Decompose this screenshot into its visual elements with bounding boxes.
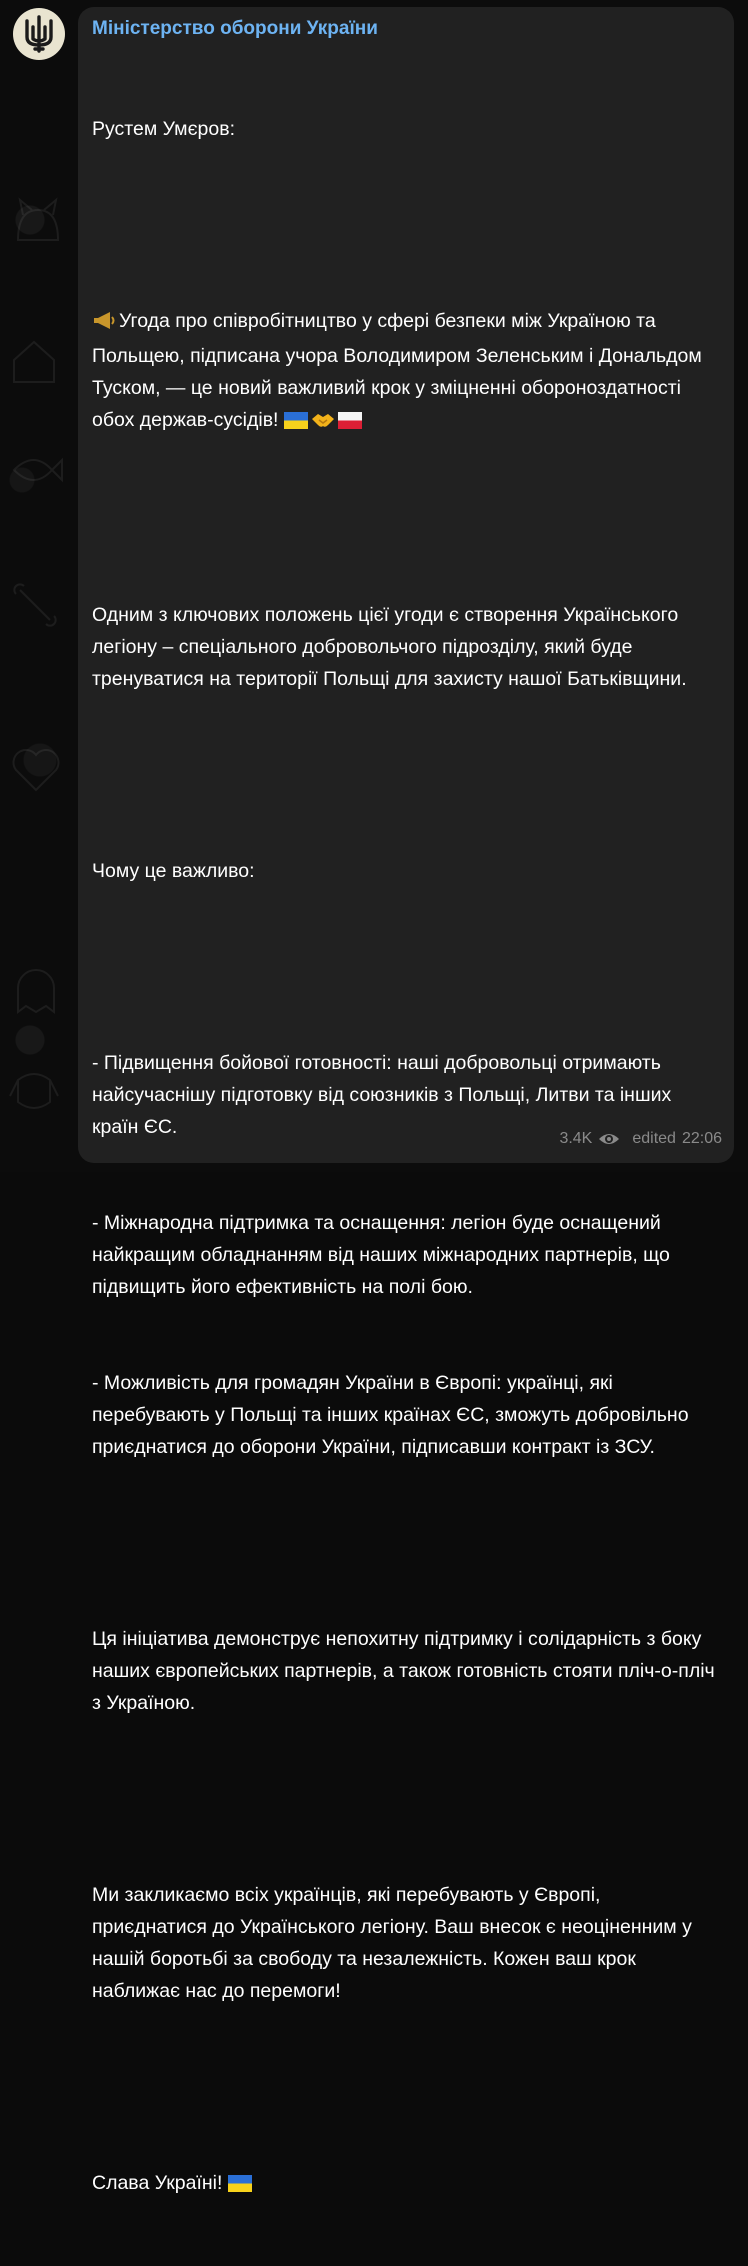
poland-flag-icon bbox=[338, 407, 362, 439]
megaphone-icon bbox=[92, 308, 116, 340]
message-paragraph-4: Ця ініціатива демонструє непохитну підтримку і солідарність з боку наших європейських партнерів, а також готовність стояти пліч-о-пліч з Україною. bbox=[92, 1628, 721, 1714]
message-paragraph-5: Ми закликаємо всіх українців, які перебувають у Європі, приєднатися до Українського легіону. Ваш внесок є неоціненним у нашій боротьбі за свободу та незалежність. Кожен ваш крок наближає нас до перемоги! bbox=[92, 1884, 698, 2002]
cat-doodle-icon bbox=[8, 190, 68, 250]
eye-icon bbox=[598, 1131, 620, 1147]
fish-doodle-icon bbox=[6, 440, 66, 500]
closing-text: Слава Україні! bbox=[92, 2172, 223, 2194]
bullet-item-1: - Підвищення бойової готовності: наші добровольці отримають найсучаснішу підготовку від союзників з Польщі, Литви та інших країн ЄС. bbox=[92, 1052, 677, 1138]
ghost-doodle-icon bbox=[6, 960, 66, 1020]
message-paragraph-2: Одним з ключових положень цієї угоди є створення Українського легіону – спеціального добровольчого підрозділу, який буде тренуватися на території Польщі для захисту нашої Батьківщини. bbox=[92, 604, 687, 690]
paragraph-1-text: Угода про співробітництво у сфері безпеки між Україною та Польщею, підписана учора Володимиром Зеленським і Дональдом Туском, — це новий важливий крок у зміцненні обороноздатності обох держав-сусідів! bbox=[92, 310, 708, 431]
channel-avatar[interactable] bbox=[13, 8, 65, 60]
author-line: Рустем Умєров: bbox=[92, 118, 236, 140]
dog-doodle-icon bbox=[4, 1060, 64, 1120]
bullet-item-2: - Міжнародна підтримка та оснащення: легіон буде оснащений найкращим обладнанням від наших міжнародних партнерів, що підвищить його ефективність на полі бою. bbox=[92, 1212, 676, 1298]
house-doodle-icon bbox=[4, 330, 64, 390]
trident-emblem-icon bbox=[22, 15, 56, 53]
closing-line bbox=[92, 2167, 720, 2202]
bullet-item-3: - Можливість для громадян України в Європі: українці, які перебувають у Польщі та інших країнах ЄС, зможуть добровільно приєднатися до оборони України, підписавши контракт із ЗСУ. bbox=[92, 1372, 694, 1458]
message-time: 22:06 bbox=[681, 1130, 722, 1147]
message-paragraph-3: Чому це важливо: bbox=[92, 860, 255, 882]
channel-name[interactable]: Міністерство оборони України bbox=[92, 18, 378, 39]
ukraine-flag-icon bbox=[228, 2170, 252, 2202]
message-paragraph-1 bbox=[92, 305, 720, 439]
message-meta bbox=[559, 1130, 722, 1148]
message-bubble[interactable] bbox=[78, 7, 734, 2194]
views-count: 3.4K bbox=[559, 1130, 593, 1147]
message-text bbox=[92, 49, 720, 2266]
handshake-icon bbox=[311, 407, 335, 439]
heart-doodle-icon bbox=[6, 740, 66, 800]
ukraine-flag-icon bbox=[284, 407, 308, 439]
edited-label: edited bbox=[632, 1130, 676, 1147]
bone-doodle-icon bbox=[10, 580, 60, 630]
